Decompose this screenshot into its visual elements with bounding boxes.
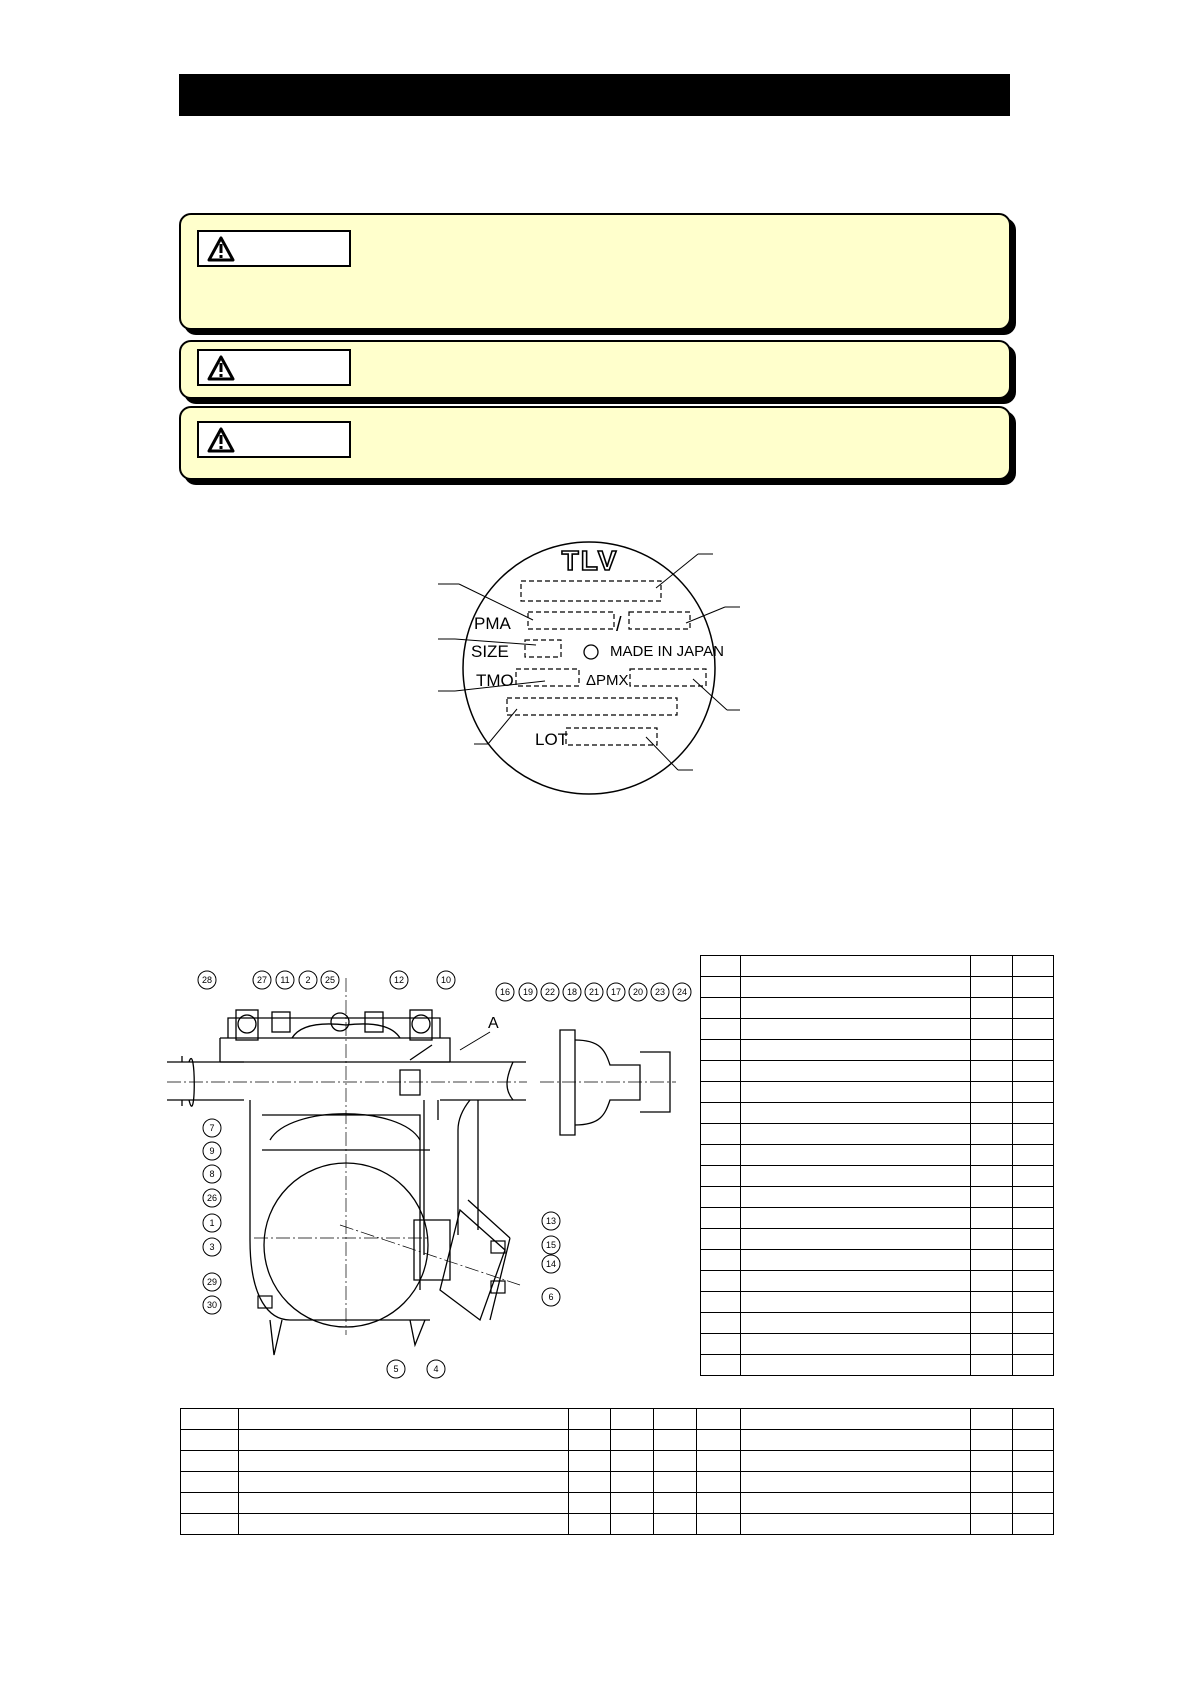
table-row bbox=[701, 1187, 1054, 1208]
nameplate-outline bbox=[463, 542, 715, 794]
callout-label: 13 bbox=[545, 1216, 557, 1226]
extra-field bbox=[507, 698, 677, 715]
table-row bbox=[701, 956, 1054, 977]
detail-callout-label: 21 bbox=[588, 987, 600, 997]
table-row bbox=[181, 1493, 1054, 1514]
callout-label: 9 bbox=[209, 1146, 215, 1156]
size-field bbox=[525, 640, 561, 657]
table-row bbox=[701, 1292, 1054, 1313]
table-row bbox=[181, 1514, 1054, 1535]
detail-callout-label: 24 bbox=[676, 987, 688, 997]
callout-label: 26 bbox=[206, 1193, 218, 1203]
table-row bbox=[701, 1334, 1054, 1355]
callout-label: 11 bbox=[280, 975, 290, 985]
table-row bbox=[701, 1124, 1054, 1145]
pma-second-field bbox=[629, 612, 690, 629]
model-field bbox=[521, 581, 661, 601]
callout-label: 25 bbox=[324, 975, 336, 985]
table-row bbox=[701, 1166, 1054, 1187]
table-row bbox=[701, 1082, 1054, 1103]
pma-label: PMA bbox=[474, 614, 511, 633]
callout-label: 12 bbox=[393, 975, 405, 985]
callout-label: 27 bbox=[256, 975, 268, 985]
callout-label: 2 bbox=[305, 975, 311, 985]
size-label: SIZE bbox=[471, 642, 509, 661]
callout-label: 5 bbox=[393, 1364, 399, 1374]
table-row bbox=[701, 1355, 1054, 1376]
dpmx-label: ΔPMX bbox=[586, 672, 629, 689]
table-row bbox=[701, 1019, 1054, 1040]
table-row bbox=[701, 1145, 1054, 1166]
tlv-logo: TLV bbox=[561, 545, 619, 576]
detail-callout-label: 20 bbox=[632, 987, 644, 997]
callout-label: 3 bbox=[209, 1242, 215, 1252]
detail-callout-label: 22 bbox=[544, 987, 556, 997]
pma-slash: / bbox=[616, 614, 622, 636]
callout-label: 1 bbox=[209, 1218, 215, 1228]
parts-table-right bbox=[700, 955, 1054, 1376]
table-row bbox=[701, 1208, 1054, 1229]
table-row bbox=[181, 1409, 1054, 1430]
table-row bbox=[181, 1472, 1054, 1493]
dpmx-field bbox=[630, 669, 706, 686]
section-marker: A bbox=[488, 1015, 499, 1032]
table-row bbox=[701, 998, 1054, 1019]
mark-circle bbox=[584, 645, 598, 659]
table-row bbox=[181, 1451, 1054, 1472]
callout-label: 7 bbox=[209, 1123, 215, 1133]
callout-label: 29 bbox=[206, 1277, 218, 1287]
table-row bbox=[701, 1271, 1054, 1292]
pma-field bbox=[528, 612, 614, 629]
table-row bbox=[701, 1229, 1054, 1250]
callout-label: 10 bbox=[440, 975, 452, 985]
lot-field bbox=[566, 728, 657, 745]
detail-callout-label: 17 bbox=[610, 987, 622, 997]
callout-label: 28 bbox=[201, 975, 213, 985]
table-row bbox=[181, 1430, 1054, 1451]
made-in-label: MADE IN JAPAN bbox=[610, 643, 724, 660]
callout-label: 4 bbox=[433, 1364, 439, 1374]
callout-label: 8 bbox=[209, 1169, 215, 1179]
nameplate-diagram bbox=[0, 0, 1192, 800]
detail-callout-label: 19 bbox=[522, 987, 534, 997]
table-row bbox=[701, 977, 1054, 998]
tmo-label: TMO bbox=[476, 671, 514, 690]
detail-callout-label: 23 bbox=[654, 987, 666, 997]
callout-label: 6 bbox=[548, 1292, 554, 1302]
detail-callout-label: 18 bbox=[566, 987, 578, 997]
callout-label: 14 bbox=[545, 1259, 557, 1269]
callout-label: 30 bbox=[206, 1300, 218, 1310]
table-row bbox=[701, 1103, 1054, 1124]
parts-table-bottom bbox=[180, 1408, 1054, 1535]
table-row bbox=[701, 1250, 1054, 1271]
detail-callout-label: 16 bbox=[499, 987, 511, 997]
table-row bbox=[701, 1061, 1054, 1082]
lot-label: LOT bbox=[535, 730, 569, 749]
callout-label: 15 bbox=[545, 1240, 557, 1250]
table-row bbox=[701, 1040, 1054, 1061]
table-row bbox=[701, 1313, 1054, 1334]
